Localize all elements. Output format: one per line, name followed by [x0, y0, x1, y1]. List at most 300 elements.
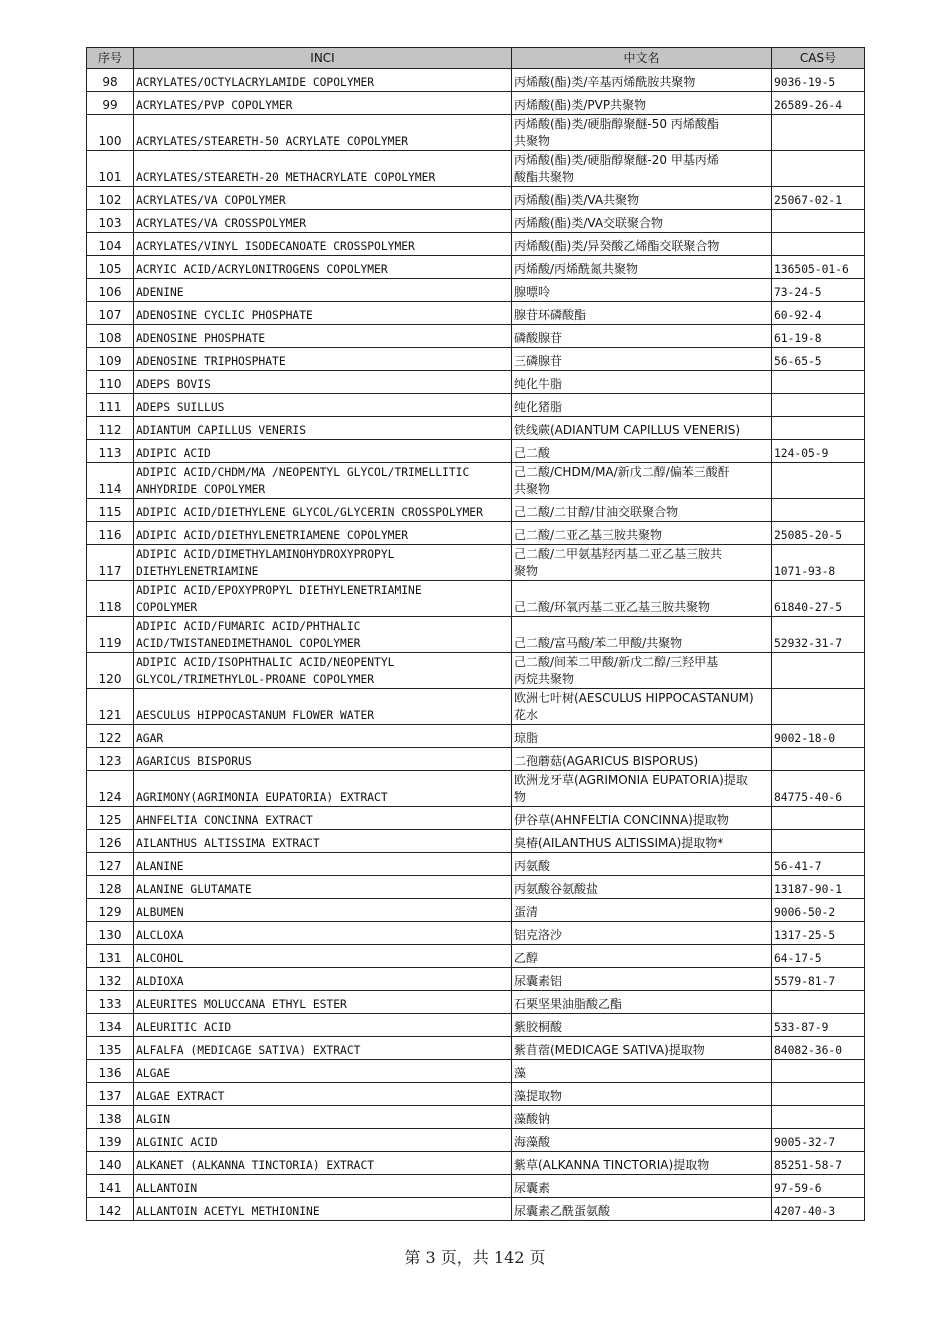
chinese-name-line: 臭椿(AILANTHUS ALTISSIMA)提取物*: [514, 836, 724, 850]
table-row: [87, 302, 865, 325]
table-row: [87, 440, 865, 463]
chinese-name: [512, 725, 772, 748]
cas-number: [772, 371, 865, 394]
row-number: 118: [87, 581, 134, 617]
table-row: [87, 1152, 865, 1175]
row-number: 138: [87, 1106, 134, 1129]
header-cas: CAS号: [772, 48, 865, 69]
row-number: 131: [87, 945, 134, 968]
chinese-name-line: 尿囊素铝: [514, 974, 563, 988]
chinese-name: [512, 325, 772, 348]
chinese-name-line: 紫草(ALKANNA TINCTORIA)提取物: [514, 1158, 710, 1172]
table-row: [87, 807, 865, 830]
inci-name: [134, 725, 512, 748]
chinese-name-line: 酸酯共聚物: [514, 170, 575, 184]
row-number: 113: [87, 440, 134, 463]
table-row: [87, 1037, 865, 1060]
inci-name: [134, 69, 512, 92]
chinese-name-line: 二孢蘑菇(AGARICUS BISPORUS): [514, 754, 699, 768]
row-number: 103: [87, 210, 134, 233]
cas-number: 1071-93-8: [772, 545, 865, 581]
chinese-name-line: 己二酸/二甲氨基羟丙基二亚乙基三胺共: [514, 547, 723, 561]
table-row: [87, 689, 865, 725]
inci-name: [134, 653, 512, 689]
row-number: 105: [87, 256, 134, 279]
cas-number: 4207-40-3: [772, 1198, 865, 1221]
inci-name-line: ALDIOXA: [136, 975, 184, 988]
chinese-name: [512, 1083, 772, 1106]
table-row: [87, 394, 865, 417]
table-row: [87, 876, 865, 899]
chinese-name: [512, 348, 772, 371]
chinese-name-line: 丙烯酸(酯)类/硬脂醇聚醚-50 丙烯酸酯: [514, 117, 719, 131]
inci-name-line: AHNFELTIA CONCINNA EXTRACT: [136, 814, 313, 827]
inci-name: [134, 1083, 512, 1106]
cas-number: [772, 807, 865, 830]
inci-name-line: ADIPIC ACID/CHDM/MA /NEOPENTYL GLYCOL/TRIMELLITIC: [136, 466, 470, 479]
table-body: [87, 69, 865, 1221]
chinese-name-line: 己二酸/二甘醇/甘油交联聚合物: [514, 505, 679, 519]
chinese-name-line: 丙烯酸/丙烯酰氮共聚物: [514, 262, 639, 276]
inci-name-line: DIETHYLENETRIAMINE: [136, 565, 259, 578]
inci-name-line: AGARICUS BISPORUS: [136, 755, 252, 768]
chinese-name: [512, 279, 772, 302]
table-row: [87, 617, 865, 653]
chinese-name-line: 己二酸/富马酸/苯二甲酸/共聚物: [514, 636, 683, 650]
inci-name-line: ACRYLATES/VINYL ISODECANOATE CROSSPOLYMER: [136, 240, 415, 253]
table-row: [87, 1060, 865, 1083]
inci-name-line: ALCLOXA: [136, 929, 184, 942]
cas-number: 56-65-5: [772, 348, 865, 371]
inci-name: [134, 1129, 512, 1152]
table-row: [87, 348, 865, 371]
cas-number: [772, 233, 865, 256]
chinese-name-line: 纯化牛脂: [514, 377, 563, 391]
inci-name-line: ADIPIC ACID/ISOPHTHALIC ACID/NEOPENTYL: [136, 656, 395, 669]
inci-name: [134, 233, 512, 256]
row-number: 133: [87, 991, 134, 1014]
chinese-name-line: 腺嘌呤: [514, 285, 551, 299]
chinese-name: [512, 876, 772, 899]
inci-name-line: ADIPIC ACID/FUMARIC ACID/PHTHALIC: [136, 620, 361, 633]
cas-number: [772, 210, 865, 233]
cas-number: [772, 1083, 865, 1106]
table-row: [87, 945, 865, 968]
row-number: 142: [87, 1198, 134, 1221]
chinese-name-line: 共聚物: [514, 482, 551, 496]
cas-number: 9036-19-5: [772, 69, 865, 92]
row-number: 132: [87, 968, 134, 991]
row-number: 101: [87, 151, 134, 187]
chinese-name-line: 欧洲龙牙草(AGRIMONIA EUPATORIA)提取: [514, 773, 748, 787]
chinese-name-line: 腺苷环磷酸酯: [514, 308, 587, 322]
inci-name: [134, 279, 512, 302]
chinese-name-line: 铁线蕨(ADIANTUM CAPILLUS VENERIS): [514, 423, 741, 437]
table-row: [87, 991, 865, 1014]
chinese-name: [512, 899, 772, 922]
table-row: [87, 581, 865, 617]
table-row: [87, 371, 865, 394]
cas-number: 73-24-5: [772, 279, 865, 302]
chinese-name-line: 丙烯酸(酯)类/辛基丙烯酰胺共聚物: [514, 75, 696, 89]
chinese-name: [512, 545, 772, 581]
cas-number: 124-05-9: [772, 440, 865, 463]
inci-name: [134, 689, 512, 725]
cas-number: 25067-02-1: [772, 187, 865, 210]
inci-name: [134, 991, 512, 1014]
inci-name-line: ACRYLATES/STEARETH-20 METHACRYLATE COPOLYMER: [136, 171, 436, 184]
table-row: [87, 1129, 865, 1152]
row-number: 104: [87, 233, 134, 256]
table-row: [87, 522, 865, 545]
cas-number: 84082-36-0: [772, 1037, 865, 1060]
cas-number: 13187-90-1: [772, 876, 865, 899]
inci-name-line: ACRYLATES/VA CROSSPOLYMER: [136, 217, 307, 230]
chinese-name-line: 丙烯酸(酯)类/VA共聚物: [514, 193, 640, 207]
chinese-name-line: 丙烯酸(酯)类/PVP共聚物: [514, 98, 647, 112]
chinese-name: [512, 807, 772, 830]
cas-number: [772, 115, 865, 151]
chinese-name: [512, 771, 772, 807]
cas-number: 85251-58-7: [772, 1152, 865, 1175]
chinese-name-line: 丙氨酸: [514, 859, 551, 873]
inci-name-line: AGAR: [136, 732, 164, 745]
chinese-name-line: 物: [514, 790, 527, 804]
row-number: 130: [87, 922, 134, 945]
chinese-name: [512, 1060, 772, 1083]
cas-number: 64-17-5: [772, 945, 865, 968]
table-row: [87, 725, 865, 748]
inci-name-line: AGRIMONY(AGRIMONIA EUPATORIA) EXTRACT: [136, 791, 388, 804]
chinese-name-line: 己二酸/环氧丙基二亚乙基三胺共聚物: [514, 600, 711, 614]
row-number: 129: [87, 899, 134, 922]
inci-name-line: ACRYLATES/STEARETH-50 ACRYLATE COPOLYMER: [136, 135, 409, 148]
inci-name: [134, 210, 512, 233]
row-number: 137: [87, 1083, 134, 1106]
inci-name: [134, 440, 512, 463]
chinese-name: [512, 233, 772, 256]
inci-name-line: ACRYLATES/PVP COPOLYMER: [136, 99, 293, 112]
table-row: [87, 463, 865, 499]
inci-name-line: ACRYIC ACID/ACRYLONITROGENS COPOLYMER: [136, 263, 388, 276]
table-row: [87, 115, 865, 151]
chinese-name: [512, 1014, 772, 1037]
inci-name: [134, 394, 512, 417]
row-number: 122: [87, 725, 134, 748]
chinese-name-line: 磷酸腺苷: [514, 331, 563, 345]
cas-number: 9006-50-2: [772, 899, 865, 922]
inci-name-line: ALGINIC ACID: [136, 1136, 218, 1149]
inci-name: [134, 1152, 512, 1175]
cas-number: [772, 499, 865, 522]
ingredient-table: [86, 47, 865, 1221]
inci-name-line: ADENOSINE CYCLIC PHOSPHATE: [136, 309, 313, 322]
chinese-name-line: 尿囊素乙酰蛋氨酸: [514, 1204, 611, 1218]
chinese-name: [512, 1152, 772, 1175]
row-number: 134: [87, 1014, 134, 1037]
row-number: 135: [87, 1037, 134, 1060]
cas-number: 84775-40-6: [772, 771, 865, 807]
inci-name-line: ALANINE: [136, 860, 184, 873]
inci-name-line: COPOLYMER: [136, 601, 198, 614]
chinese-name: [512, 394, 772, 417]
inci-name-line: ADIPIC ACID/EPOXYPROPYL DIETHYLENETRIAMINE: [136, 584, 422, 597]
chinese-name: [512, 1037, 772, 1060]
table-row: [87, 256, 865, 279]
inci-name: [134, 1106, 512, 1129]
row-number: 126: [87, 830, 134, 853]
table-row: [87, 922, 865, 945]
chinese-name-line: 丙烯酸(酯)类/硬脂醇聚醚-20 甲基丙烯: [514, 153, 719, 167]
inci-name-line: ALGAE EXTRACT: [136, 1090, 225, 1103]
row-number: 106: [87, 279, 134, 302]
table-row: [87, 279, 865, 302]
cas-number: [772, 689, 865, 725]
inci-name-line: ADENOSINE PHOSPHATE: [136, 332, 266, 345]
row-number: 123: [87, 748, 134, 771]
row-number: 99: [87, 92, 134, 115]
chinese-name-line: 己二酸/二亚乙基三胺共聚物: [514, 528, 663, 542]
row-number: 112: [87, 417, 134, 440]
cas-number: 97-59-6: [772, 1175, 865, 1198]
chinese-name: [512, 1175, 772, 1198]
header-inci: INCI: [134, 48, 512, 69]
cas-number: 1317-25-5: [772, 922, 865, 945]
chinese-name: [512, 371, 772, 394]
row-number: 110: [87, 371, 134, 394]
inci-name: [134, 371, 512, 394]
inci-name: [134, 151, 512, 187]
inci-name-line: ANHYDRIDE COPOLYMER: [136, 483, 266, 496]
row-number: 116: [87, 522, 134, 545]
chinese-name-line: 聚物: [514, 564, 539, 578]
cas-number: [772, 394, 865, 417]
row-number: 128: [87, 876, 134, 899]
table-row: [87, 1014, 865, 1037]
cas-number: [772, 1060, 865, 1083]
inci-name: [134, 771, 512, 807]
table-row: [87, 1083, 865, 1106]
cas-number: [772, 748, 865, 771]
inci-name-line: ADENOSINE TRIPHOSPHATE: [136, 355, 286, 368]
chinese-name-line: 共聚物: [514, 134, 551, 148]
inci-name-line: ADIPIC ACID/DIETHYLENETRIAMENE COPOLYMER: [136, 529, 409, 542]
inci-name: [134, 499, 512, 522]
inci-name: [134, 876, 512, 899]
row-number: 98: [87, 69, 134, 92]
chinese-name-line: 藻: [514, 1066, 527, 1080]
table-row: [87, 1175, 865, 1198]
cas-number: [772, 653, 865, 689]
chinese-name: [512, 499, 772, 522]
inci-name-line: AILANTHUS ALTISSIMA EXTRACT: [136, 837, 320, 850]
inci-name-line: ADEPS BOVIS: [136, 378, 211, 391]
inci-name: [134, 348, 512, 371]
chinese-name-line: 丙烷共聚物: [514, 672, 575, 686]
table-row: [87, 69, 865, 92]
inci-name-line: ACRYLATES/OCTYLACRYLAMIDE COPOLYMER: [136, 76, 375, 89]
table-row: [87, 853, 865, 876]
table-row: [87, 210, 865, 233]
cas-number: 56-41-7: [772, 853, 865, 876]
row-number: 114: [87, 463, 134, 499]
row-number: 141: [87, 1175, 134, 1198]
inci-name-line: ADENINE: [136, 286, 184, 299]
inci-name-line: ACID/TWISTANEDIMETHANOL COPOLYMER: [136, 637, 361, 650]
cas-number: 52932-31-7: [772, 617, 865, 653]
chinese-name: [512, 92, 772, 115]
chinese-name-line: 紫胶桐酸: [514, 1020, 563, 1034]
inci-name: [134, 545, 512, 581]
cas-number: [772, 417, 865, 440]
chinese-name-line: 石栗坚果油脂酸乙酯: [514, 997, 623, 1011]
inci-name-line: ALKANET (ALKANNA TINCTORIA) EXTRACT: [136, 1159, 375, 1172]
chinese-name-line: 海藻酸: [514, 1135, 551, 1149]
cas-number: [772, 1106, 865, 1129]
chinese-name: [512, 440, 772, 463]
cas-number: [772, 991, 865, 1014]
cas-number: 136505-01-6: [772, 256, 865, 279]
inci-name-line: ADIPIC ACID: [136, 447, 211, 460]
table-row: [87, 417, 865, 440]
chinese-name-line: 己二酸/CHDM/MA/新戊二醇/偏苯三酸酐: [514, 465, 730, 479]
chinese-name-line: 丙烯酸(酯)类/异癸酸乙烯酯交联聚合物: [514, 239, 720, 253]
chinese-name: [512, 302, 772, 325]
inci-name-line: ALFALFA (MEDICAGE SATIVA) EXTRACT: [136, 1044, 361, 1057]
chinese-name: [512, 69, 772, 92]
chinese-name-line: 己二酸/间苯二甲酸/新戊二醇/三羟甲基: [514, 655, 719, 669]
inci-name: [134, 302, 512, 325]
inci-name-line: ALGAE: [136, 1067, 171, 1080]
table-row: [87, 233, 865, 256]
table-row: [87, 325, 865, 348]
table-row: [87, 499, 865, 522]
chinese-name-line: 己二酸: [514, 446, 551, 460]
inci-name-line: ADIANTUM CAPILLUS VENERIS: [136, 424, 307, 437]
row-number: 136: [87, 1060, 134, 1083]
chinese-name: [512, 922, 772, 945]
cas-number: [772, 463, 865, 499]
inci-name-line: ALLANTOIN: [136, 1182, 198, 1195]
inci-name: [134, 1175, 512, 1198]
chinese-name: [512, 210, 772, 233]
cas-number: 60-92-4: [772, 302, 865, 325]
table-row: [87, 187, 865, 210]
row-number: 125: [87, 807, 134, 830]
inci-name-line: ALCOHOL: [136, 952, 184, 965]
inci-name: [134, 1037, 512, 1060]
inci-name: [134, 417, 512, 440]
chinese-name-line: 蛋清: [514, 905, 539, 919]
inci-name: [134, 1014, 512, 1037]
inci-name: [134, 92, 512, 115]
inci-name: [134, 617, 512, 653]
row-number: 100: [87, 115, 134, 151]
inci-name-line: ALGIN: [136, 1113, 171, 1126]
cas-number: 25085-20-5: [772, 522, 865, 545]
table-row: [87, 1106, 865, 1129]
cas-number: 9002-18-0: [772, 725, 865, 748]
table-row: [87, 653, 865, 689]
inci-name-line: ADEPS SUILLUS: [136, 401, 225, 414]
table-row: [87, 830, 865, 853]
chinese-name: [512, 522, 772, 545]
table-row: [87, 545, 865, 581]
row-number: 107: [87, 302, 134, 325]
cas-number: [772, 151, 865, 187]
chinese-name: [512, 748, 772, 771]
inci-name-line: GLYCOL/TRIMETHYLOL-PROANE COPOLYMER: [136, 673, 375, 686]
inci-name: [134, 853, 512, 876]
chinese-name-line: 三磷腺苷: [514, 354, 563, 368]
cas-number: 5579-81-7: [772, 968, 865, 991]
table-row: [87, 771, 865, 807]
row-number: 120: [87, 653, 134, 689]
header-chinese-name: 中文名: [512, 48, 772, 69]
page-footer: 第 3 页，共 142 页: [404, 1248, 546, 1267]
inci-name: [134, 968, 512, 991]
chinese-name: [512, 1198, 772, 1221]
inci-name: [134, 748, 512, 771]
chinese-name-line: 紫苜蓿(MEDICAGE SATIVA)提取物: [514, 1043, 705, 1057]
inci-name-line: ALEURITIC ACID: [136, 1021, 232, 1034]
row-number: 115: [87, 499, 134, 522]
row-number: 139: [87, 1129, 134, 1152]
chinese-name: [512, 689, 772, 725]
inci-name-line: ADIPIC ACID/DIMETHYLAMINOHYDROXYPROPYL: [136, 548, 395, 561]
chinese-name-line: 丙氨酸谷氨酸盐: [514, 882, 599, 896]
inci-name: [134, 115, 512, 151]
table-row: [87, 968, 865, 991]
chinese-name-line: 欧洲七叶树(AESCULUS HIPPOCASTANUM): [514, 691, 754, 705]
cas-number: 61840-27-5: [772, 581, 865, 617]
chinese-name: [512, 581, 772, 617]
inci-name: [134, 522, 512, 545]
chinese-name-line: 藻提取物: [514, 1089, 563, 1103]
chinese-name: [512, 151, 772, 187]
inci-name: [134, 256, 512, 279]
chinese-name-line: 乙醇: [514, 951, 539, 965]
row-number: 102: [87, 187, 134, 210]
chinese-name-line: 花水: [514, 708, 539, 722]
cas-number: 9005-32-7: [772, 1129, 865, 1152]
inci-name: [134, 899, 512, 922]
row-number: 117: [87, 545, 134, 581]
inci-name: [134, 325, 512, 348]
chinese-name: [512, 1106, 772, 1129]
chinese-name-line: 铝克洛沙: [514, 928, 563, 942]
inci-name-line: ALBUMEN: [136, 906, 184, 919]
chinese-name: [512, 830, 772, 853]
inci-name: [134, 1060, 512, 1083]
chinese-name-line: 尿囊素: [514, 1181, 551, 1195]
chinese-name: [512, 417, 772, 440]
row-number: 121: [87, 689, 134, 725]
chinese-name-line: 丙烯酸(酯)类/VA交联聚合物: [514, 216, 664, 230]
inci-name: [134, 830, 512, 853]
chinese-name: [512, 463, 772, 499]
chinese-name: [512, 1129, 772, 1152]
header-row: [87, 48, 865, 69]
row-number: 124: [87, 771, 134, 807]
table-row: [87, 1198, 865, 1221]
chinese-name: [512, 653, 772, 689]
chinese-name: [512, 256, 772, 279]
row-number: 111: [87, 394, 134, 417]
chinese-name: [512, 968, 772, 991]
row-number: 119: [87, 617, 134, 653]
row-number: 108: [87, 325, 134, 348]
